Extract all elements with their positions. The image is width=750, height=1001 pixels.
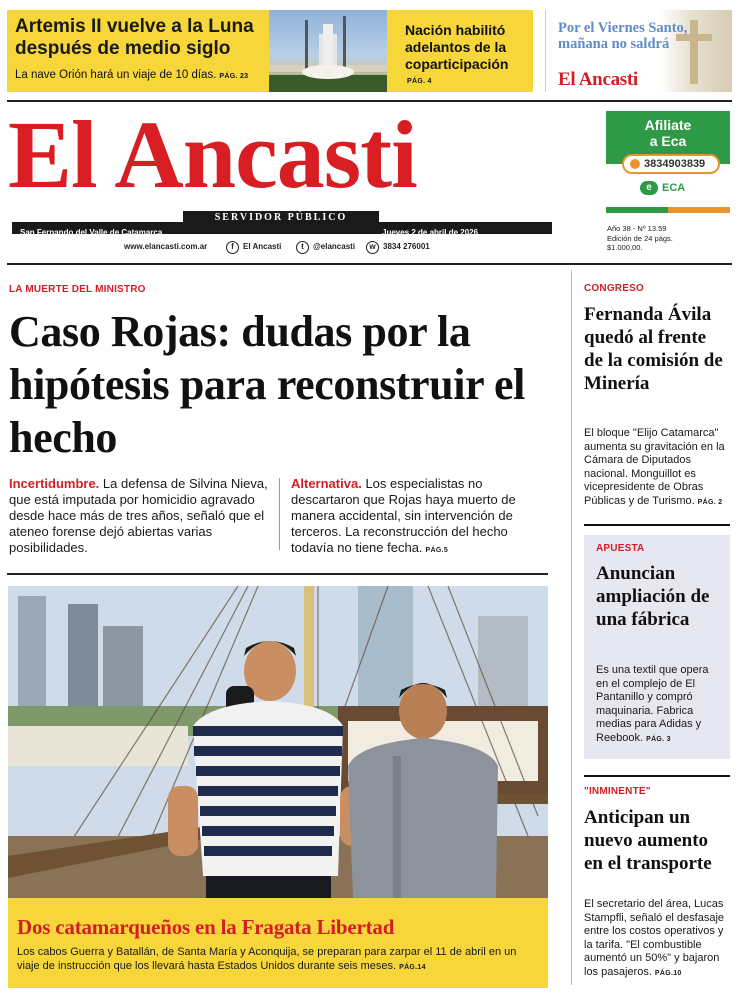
- story-inminente-kicker: "INMINENTE": [584, 786, 651, 797]
- story-congreso-text: [584, 427, 729, 508]
- lead-left: [9, 476, 269, 556]
- promo-line2: a Eca: [649, 133, 687, 149]
- right-divider-1: [584, 524, 730, 526]
- story-inminente-headline[interactable]: Anticipan un nuevo aumento en el transporte: [584, 807, 712, 874]
- teaser-viernes-brand: El Ancasti: [558, 69, 638, 90]
- website-link[interactable]: [124, 240, 207, 254]
- photo-caption-box: [8, 898, 548, 988]
- whatsapp-icon: w: [366, 241, 379, 254]
- teaser-nacion-page: PÁG. 4: [407, 78, 432, 85]
- promo-phone[interactable]: [622, 154, 720, 174]
- edition-number: Año 38 - Nº 13.59: [607, 224, 667, 233]
- teaser-nacion-headline: Nación habilitó adelantos de la coparticipación: [405, 22, 509, 72]
- column-separator: [571, 270, 572, 985]
- teaser-artemis[interactable]: [7, 10, 269, 92]
- edition-info: [607, 224, 727, 253]
- teaser-artemis-sub-text: La nave Orión hará un viaje de 10 días.: [15, 69, 217, 81]
- story-inminente-page: PÁG.10: [654, 969, 682, 977]
- lead-right: [291, 476, 553, 556]
- story-apuesta-text: [596, 664, 722, 745]
- website-text: www.elancasti.com.ar: [124, 242, 208, 251]
- lead-right-page: PÁG.5: [425, 547, 449, 554]
- promo-line1: Afiliate: [644, 117, 692, 133]
- edition-price: $1.000,00.: [607, 243, 643, 252]
- photo-page: PÁG.14: [399, 964, 426, 971]
- photo-text: [17, 945, 539, 973]
- twitter-link[interactable]: [296, 240, 355, 254]
- main-kicker: LA MUERTE DEL MINISTRO: [9, 284, 146, 295]
- main-headline[interactable]: Caso Rojas: dudas por la hipótesis para reconstruir el hecho: [9, 307, 525, 462]
- location-text: San Fernando del Valle de Catamarca: [20, 228, 163, 237]
- teaser-viernes-santo[interactable]: [545, 10, 732, 92]
- story-inminente-text: [584, 898, 729, 979]
- story-apuesta-kicker: APUESTA: [596, 543, 645, 554]
- whatsapp-dot-icon: [630, 159, 640, 169]
- teaser-viernes-headline: Por el Viernes Santo, mañana no saldrá: [558, 20, 688, 52]
- story-congreso-body: El bloque "Elijo Catamarca" aumenta su gravitación en la Cámara de Diputados nacional. Monguillot es vicepresidente de Obras Públicas y de Turismo.: [584, 427, 725, 507]
- masthead-divider: [7, 263, 732, 265]
- fragata-photo[interactable]: [8, 586, 548, 898]
- masthead-logo[interactable]: El Ancasti: [8, 101, 417, 208]
- facebook-text: El Ancasti: [243, 242, 282, 251]
- story-congreso-page: PÁG. 2: [697, 498, 723, 506]
- teaser-artemis-page: PÁG. 23: [219, 73, 249, 80]
- photo-text-body: Los cabos Guerra y Batallán, de Santa María y Aconquija, se preparan para zarpar el 11 de abril en un viaje de instrucción que los llevará hasta Estados Unidos durante seis meses.: [17, 946, 517, 972]
- story-apuesta-box[interactable]: [584, 535, 730, 759]
- twitter-icon: t: [296, 241, 309, 254]
- teaser-artemis-sub: [15, 68, 248, 82]
- whatsapp-text: 3834 276001: [383, 242, 430, 251]
- right-divider-2: [584, 775, 730, 777]
- lead-right-text: Los especialistas no descartaron que Rojas haya muerto de manera accidental, sin intervención de terceros. La reconstrucción del hecho todavía no tiene fecha.: [291, 476, 516, 555]
- lead-left-text: La defensa de Silvina Nieva, que está imputada por homicidio agravado desde hace más de tres años, señaló que el ateneo forense dejó abiertas varias posibilidades.: [9, 476, 268, 555]
- date-text: Jueves 2 de abril de 2026: [382, 228, 479, 237]
- date-bar: [372, 222, 552, 237]
- lead-divider: [7, 573, 548, 575]
- eca-text: ECA: [662, 182, 686, 194]
- story-congreso-kicker: CONGRESO: [584, 283, 644, 294]
- lead-right-label: Alternativa.: [291, 476, 362, 491]
- photo-headline[interactable]: Dos catamarqueños en la Fragata Libertad: [17, 915, 395, 939]
- teaser-artemis-headline: Artemis II vuelve a la Luna después de medio siglo: [15, 16, 254, 59]
- edition-pages: Edición de 24 págs.: [607, 233, 673, 243]
- whatsapp-link[interactable]: [366, 240, 430, 254]
- story-inminente-body: El secretario del área, Lucas Stampfli, señaló el desfasaje entre los costos operativos y la tarifa. "El combustible aumentó un 50%" y bajaron los pasajeros.: [584, 898, 725, 978]
- rocket-launch-photo: [269, 10, 387, 92]
- teaser-nacion[interactable]: [387, 10, 533, 92]
- facebook-link[interactable]: [226, 240, 281, 254]
- lead-left-label: Incertidumbre.: [9, 476, 100, 491]
- twitter-text: @elancasti: [313, 242, 356, 251]
- story-apuesta-body: Es una textil que opera en el complejo de El Pantanillo y compró maquinaria. Fabrica medias para Adidas y Reebook.: [596, 664, 709, 744]
- promo-phone-text: 3834903839: [644, 158, 706, 170]
- story-apuesta-headline[interactable]: Anuncian ampliación de una fábrica: [596, 563, 710, 630]
- story-apuesta-page: PÁG. 3: [646, 735, 671, 743]
- eca-e-icon: e: [640, 181, 658, 195]
- facebook-icon: f: [226, 241, 239, 254]
- masthead-tagline: SERVIDOR PÚBLICO: [183, 211, 379, 225]
- eca-stripe: [606, 207, 730, 213]
- lead-separator: [279, 478, 280, 550]
- eca-logo: [640, 181, 685, 195]
- story-congreso-headline[interactable]: Fernanda Ávila quedó al frente de la comisión de Minería: [584, 304, 723, 394]
